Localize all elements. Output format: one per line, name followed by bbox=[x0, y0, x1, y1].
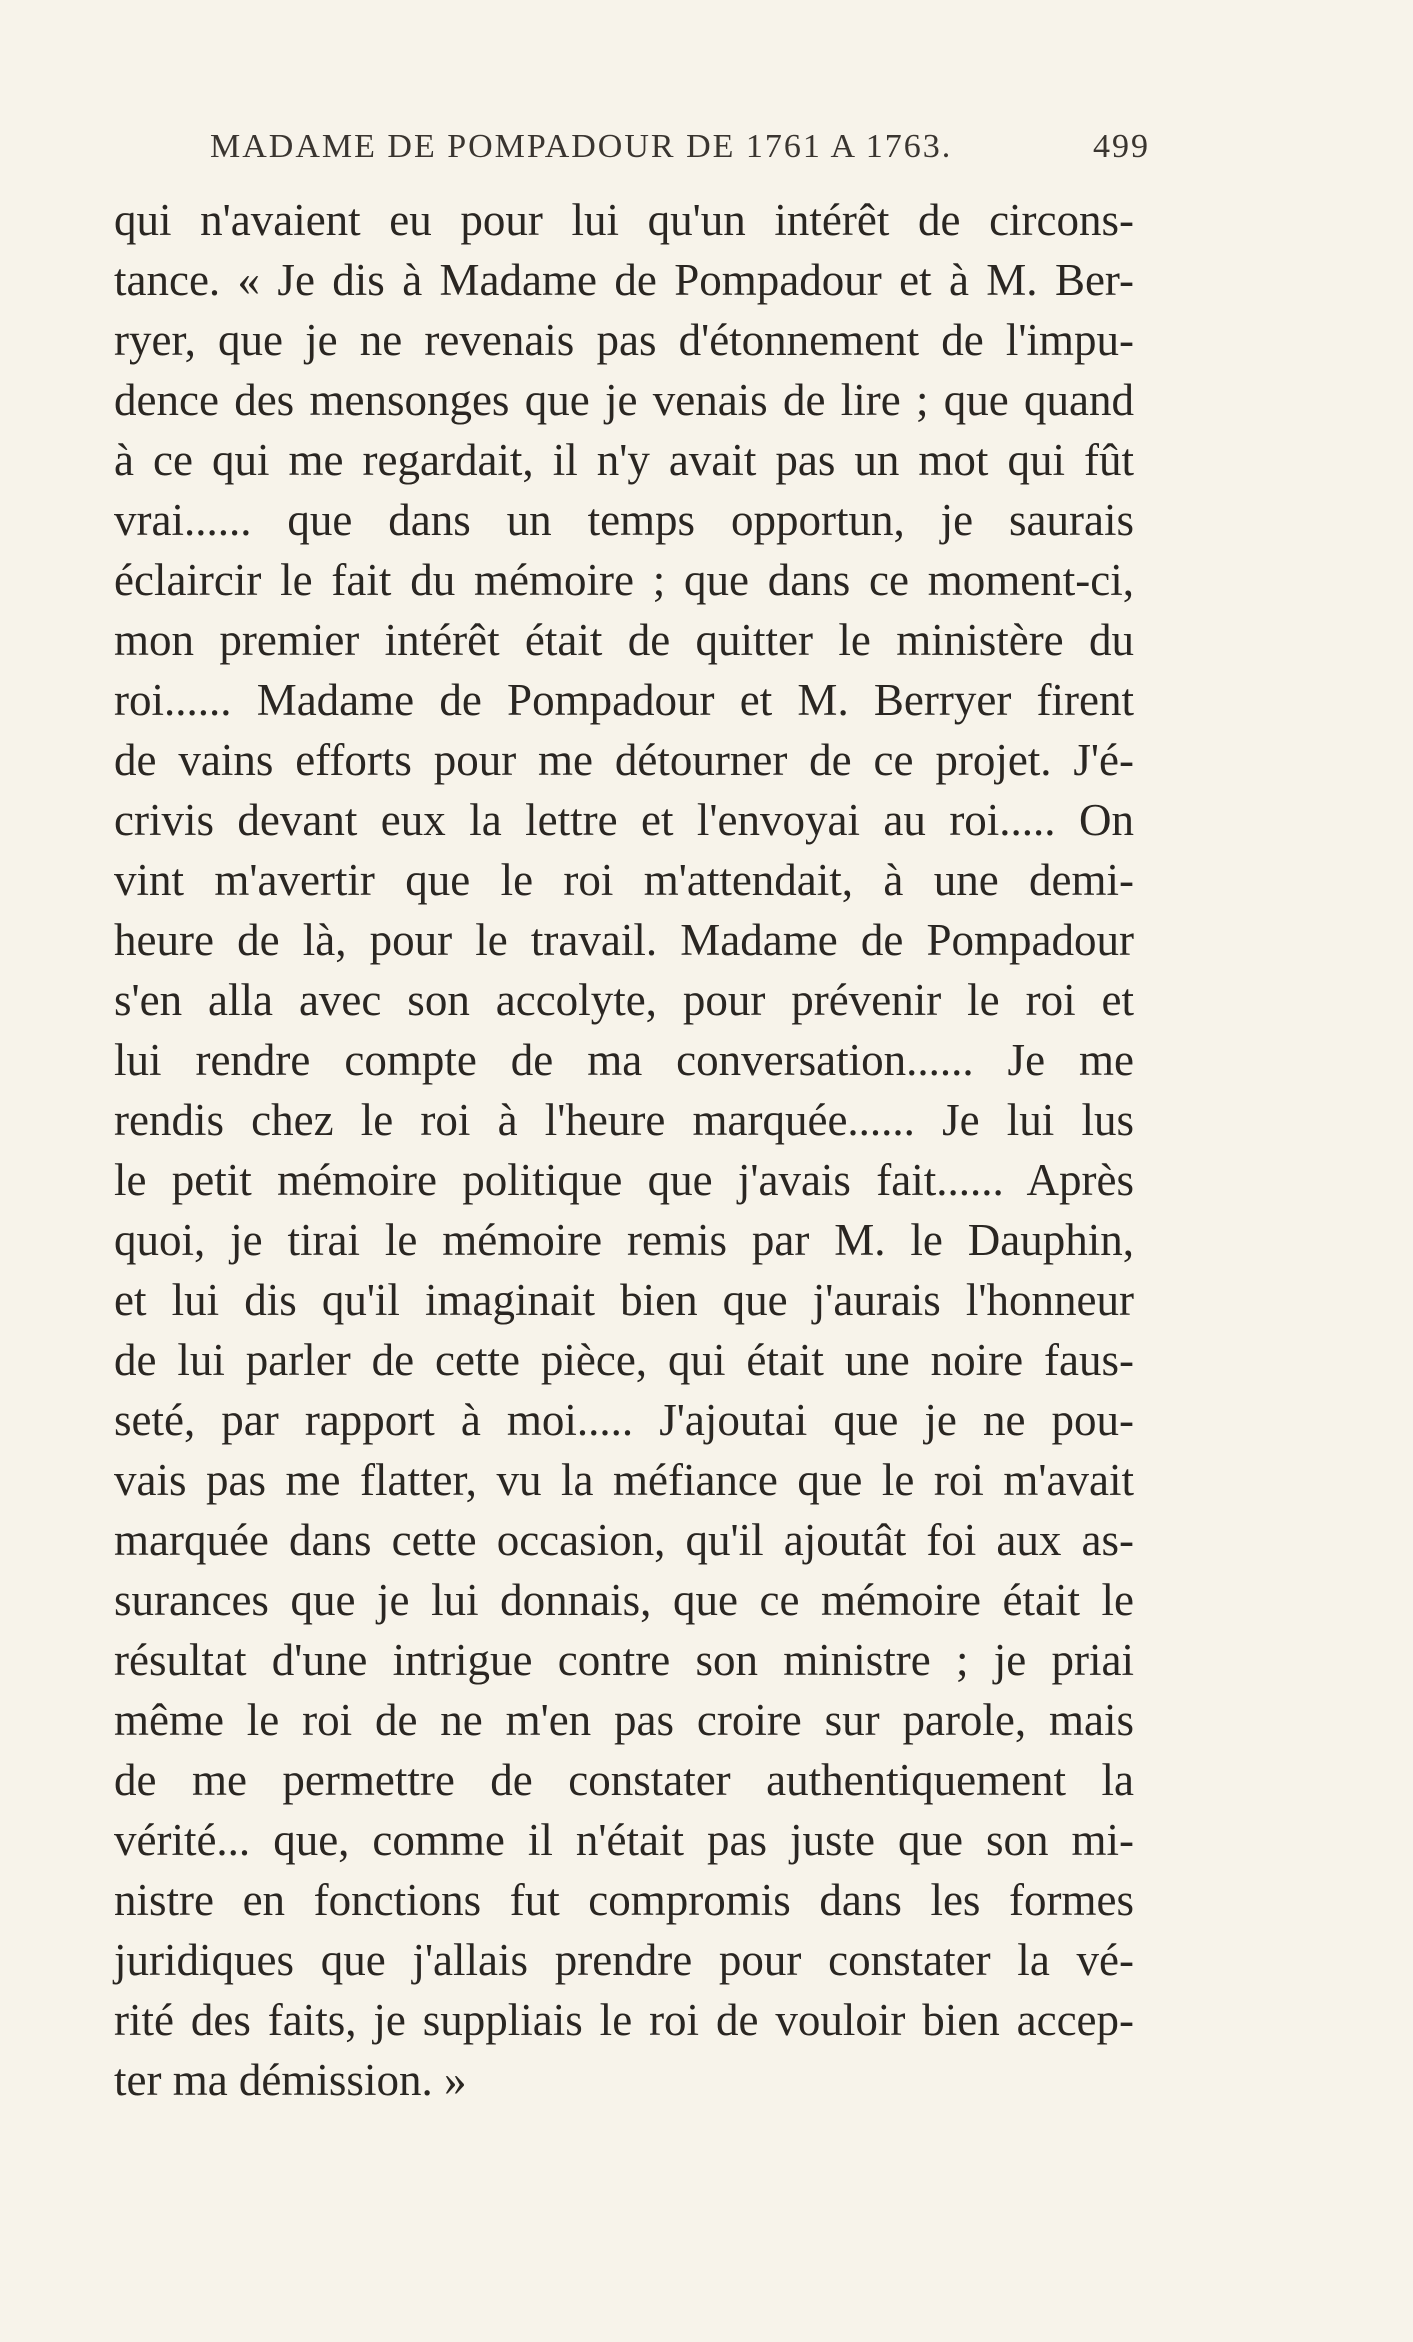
body-text bbox=[114, 190, 1134, 2110]
text-line: vais pas me flatter, vu la méfiance que le roi m'avait bbox=[114, 1455, 1134, 1505]
text-line: à ce qui me regardait, il n'y avait pas un mot qui fût bbox=[114, 435, 1134, 485]
text-line: le petit mémoire politique que j'avais fait...... Après bbox=[114, 1155, 1134, 1205]
text-line: lui rendre compte de ma conversation...... Je me bbox=[114, 1035, 1134, 1085]
text-line: rité des faits, je suppliais le roi de vouloir bien accep- bbox=[114, 1995, 1134, 2045]
page-number: 499 bbox=[1093, 128, 1150, 165]
text-line: de lui parler de cette pièce, qui était une noire faus- bbox=[114, 1335, 1134, 1385]
text-line: ter ma démission. » bbox=[114, 2055, 467, 2105]
text-line: tance. « Je dis à Madame de Pompadour et à M. Ber- bbox=[114, 255, 1134, 305]
text-line: surances que je lui donnais, que ce mémoire était le bbox=[114, 1575, 1134, 1625]
text-line: de me permettre de constater authentiquement la bbox=[114, 1755, 1134, 1805]
text-line: résultat d'une intrigue contre son ministre ; je priai bbox=[114, 1635, 1134, 1685]
text-line: dence des mensonges que je venais de lire ; que quand bbox=[114, 375, 1134, 425]
text-line: s'en alla avec son accolyte, pour prévenir le roi et bbox=[114, 975, 1134, 1025]
text-line: vrai...... que dans un temps opportun, je saurais bbox=[114, 495, 1134, 545]
text-line: et lui dis qu'il imaginait bien que j'aurais l'honneur bbox=[114, 1275, 1134, 1325]
text-line: ryer, que je ne revenais pas d'étonnement de l'impu- bbox=[114, 315, 1134, 365]
text-line: vérité... que, comme il n'était pas juste que son mi- bbox=[114, 1815, 1134, 1865]
text-line: qui n'avaient eu pour lui qu'un intérêt de circons- bbox=[114, 195, 1134, 245]
running-head bbox=[210, 128, 1150, 178]
text-line: même le roi de ne m'en pas croire sur parole, mais bbox=[114, 1695, 1134, 1745]
text-line: quoi, je tirai le mémoire remis par M. le Dauphin, bbox=[114, 1215, 1134, 1265]
text-line: roi...... Madame de Pompadour et M. Berryer firent bbox=[114, 675, 1134, 725]
text-line: rendis chez le roi à l'heure marquée...... Je lui lus bbox=[114, 1095, 1134, 1145]
text-line: nistre en fonctions fut compromis dans les formes bbox=[114, 1875, 1134, 1925]
text-line: mon premier intérêt était de quitter le ministère du bbox=[114, 615, 1134, 665]
text-line: crivis devant eux la lettre et l'envoyai au roi..... On bbox=[114, 795, 1134, 845]
text-line: seté, par rapport à moi..... J'ajoutai que je ne pou- bbox=[114, 1395, 1134, 1445]
text-line: de vains efforts pour me détourner de ce projet. J'é- bbox=[114, 735, 1134, 785]
text-line: vint m'avertir que le roi m'attendait, à une demi- bbox=[114, 855, 1134, 905]
running-title: MADAME DE POMPADOUR DE 1761 A 1763. bbox=[210, 128, 953, 165]
text-line: marquée dans cette occasion, qu'il ajoutât foi aux as- bbox=[114, 1515, 1134, 1565]
text-line: juridiques que j'allais prendre pour constater la vé- bbox=[114, 1935, 1134, 1985]
text-line: heure de là, pour le travail. Madame de Pompadour bbox=[114, 915, 1134, 965]
text-line: éclaircir le fait du mémoire ; que dans ce moment-ci, bbox=[114, 555, 1134, 605]
